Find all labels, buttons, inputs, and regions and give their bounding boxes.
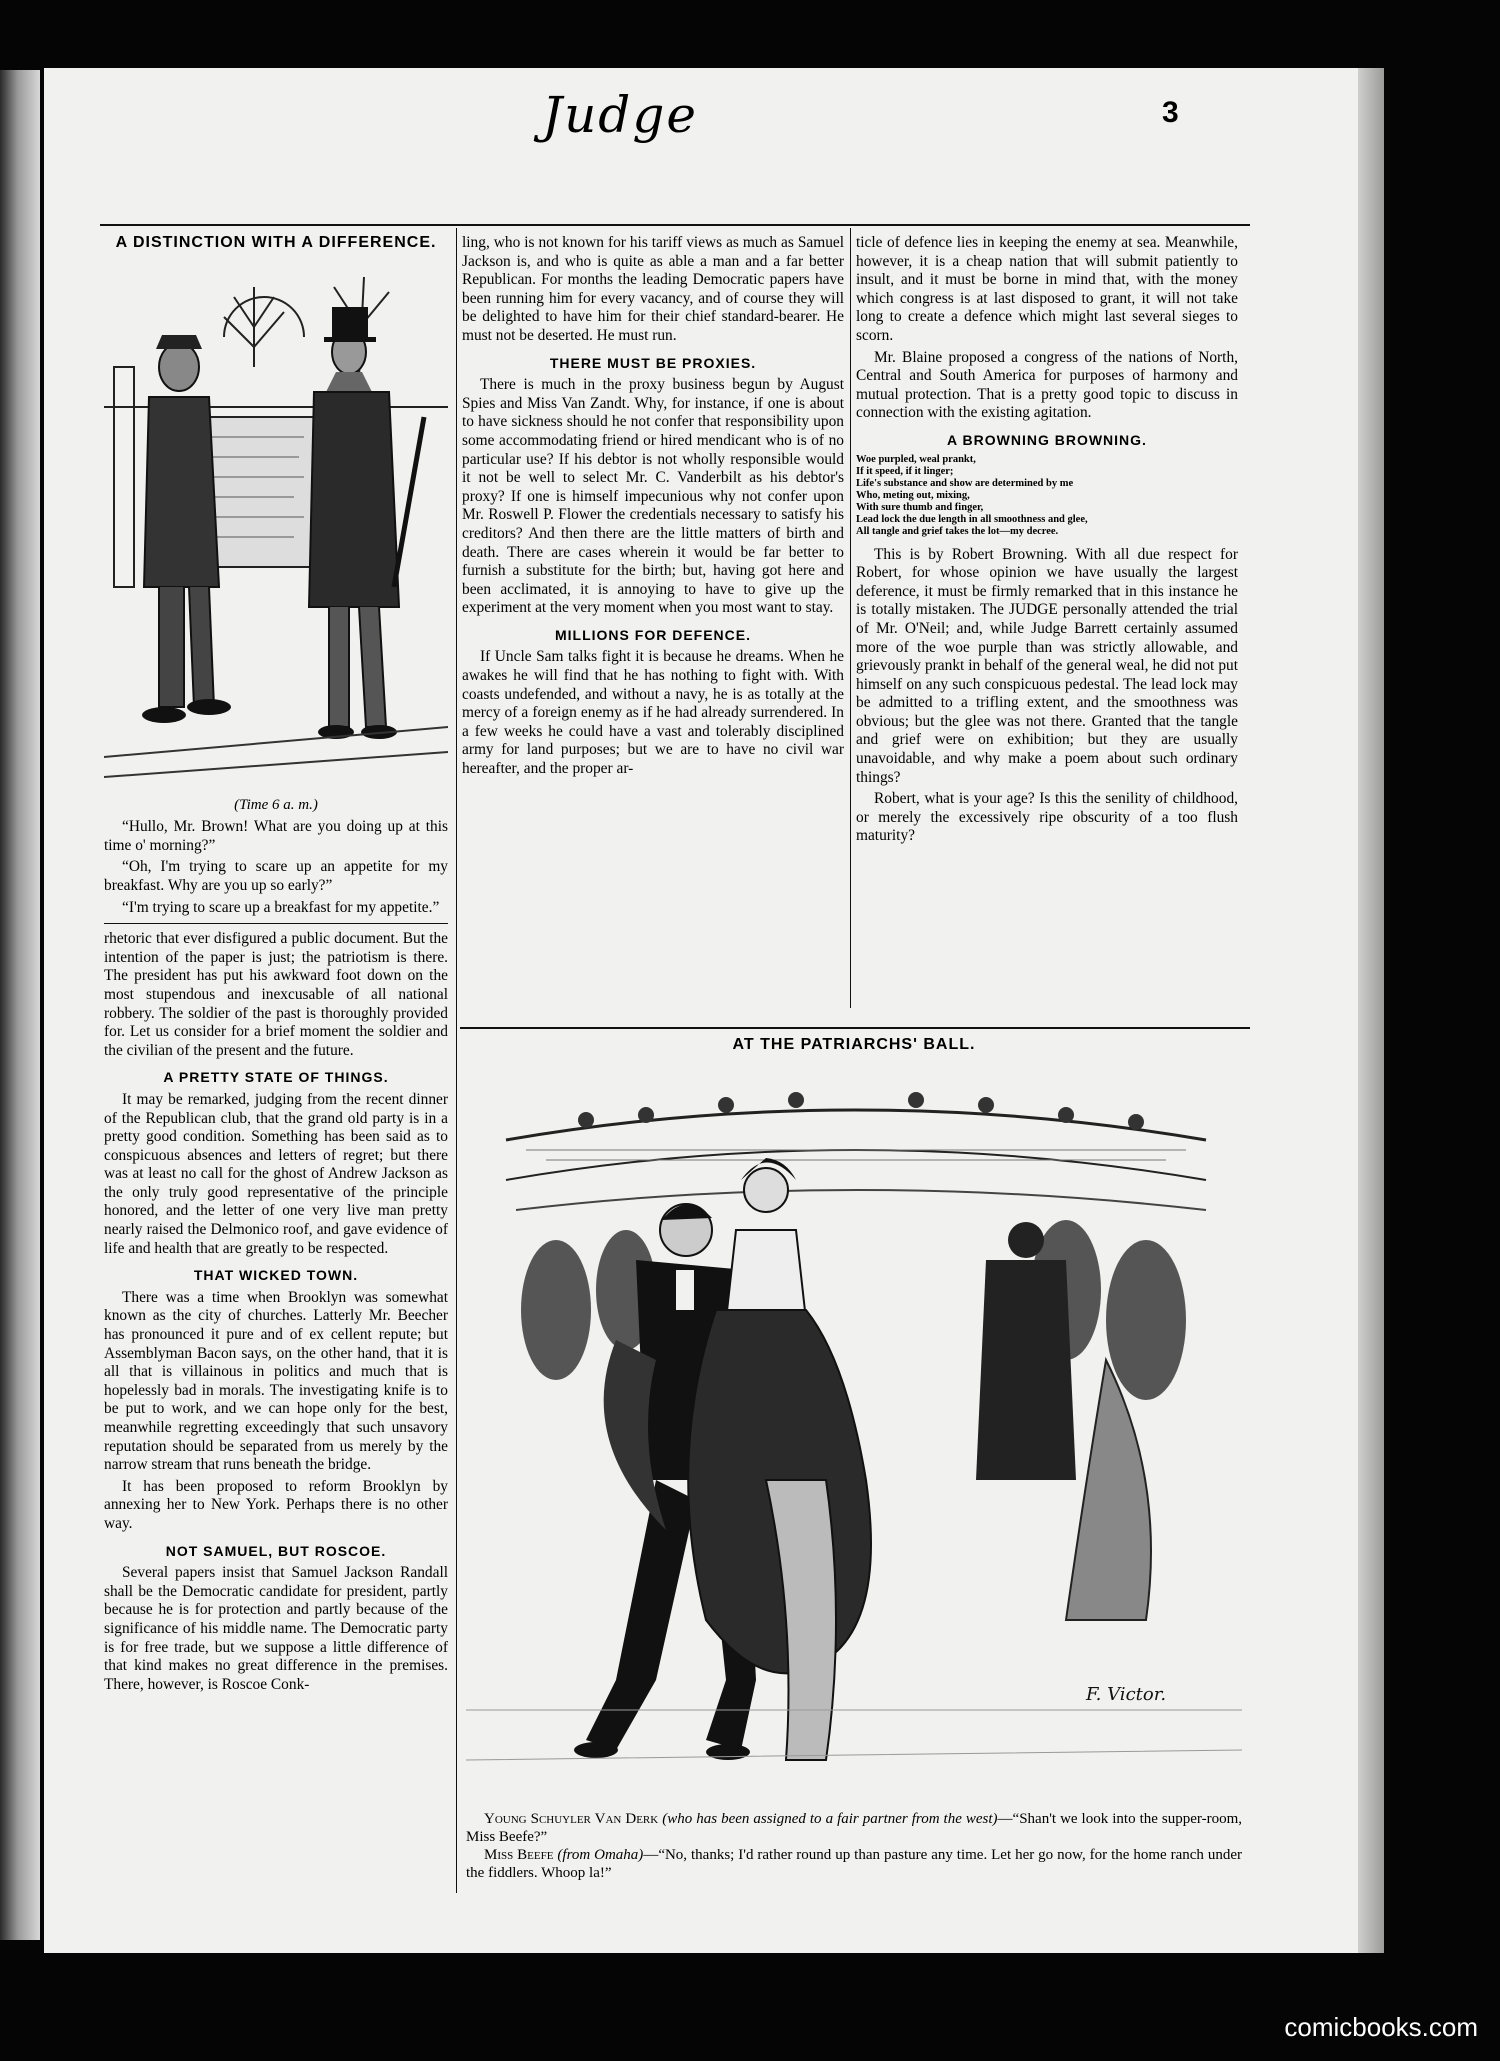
poem-line: All tangle and grief takes the lot—my decree. — [856, 525, 1059, 537]
heading-millions: MILLIONS FOR DEFENCE. — [555, 626, 751, 643]
paragraph-browning-2: Robert, what is your age? Is this the senility of childhood, or merely the excessively ripe obscurity of a too flush maturity? — [856, 790, 1238, 845]
cartoon-time: (Time 6 a. m.) — [234, 796, 318, 813]
paragraph-wicked-town-1: There was a time when Brooklyn was somewhat known as the city of churches. Latterly Mr. Beecher has pronounced it pure and of ex cellent repute; but Assemblyman Bacon says, on the other hand, that it is all that is villainous in politics and much that is hopelessly bad in morals. The investigating knife is to be put to work, and we can hope only for the best, meanwhile regretting exceedingly that such unsavory reputation should be separated from us merely by the narrow stream that runs beneath the bridge. — [104, 1288, 448, 1474]
paragraph-pretty-state: It may be remarked, judging from the recent dinner of the Republican club, that the grand old party is in a pretty good condition. Something has been said as to conspicuous absences and letters of regret; but there was at least no call for the ghost of Andrew Jackson as the only truly good representative of the principle honored, and the letter of one very live man pretty nearly raised the Delmonico roof, and gave evidence of life and health that are greatly to be respected. — [104, 1090, 448, 1257]
paragraph-wicked-town-2: It has been proposed to reform Brooklyn by annexing her to New York. Perhaps there is no other way. — [104, 1477, 448, 1532]
poem-line: If it speed, if it linger; — [856, 465, 954, 477]
ball-title: AT THE PATRIARCHS' BALL. — [732, 1036, 976, 1053]
paragraph-blaine: Mr. Blaine proposed a congress of the nations of North, Central and South America for purposes of harmony and mutual protection. That is a pretty good topic to discuss in connection with the existing agitation. — [856, 348, 1238, 422]
cartoon-caption-line-3: “I'm trying to scare up a breakfast for my appetite.” — [122, 898, 440, 916]
column-2-continued-paragraph: ling, who is not known for his tariff views as much as Samuel Jackson is, and who is quite as able a man and a far better Republican. For months the leading Democratic papers have been running him for every vacancy, and of course they will be delighted to have him for their chief standard-bearer. He must not be deserted. He must run. — [462, 234, 844, 344]
poem-line: With sure thumb and finger, — [856, 501, 984, 513]
column-rule-1 — [456, 228, 457, 1893]
browning-poem — [856, 454, 1238, 538]
illustration-signature: F. Victor. — [1086, 1684, 1167, 1705]
ball-illustration-block — [466, 1036, 1242, 1882]
heading-proxies: THERE MUST BE PROXIES. — [549, 354, 757, 371]
poem-line: Woe purpled, weal prankt, — [856, 453, 976, 465]
caption-speech-1: —“Shan't we look into the supper-room, Miss Beefe?” — [466, 1811, 1242, 1845]
heading-wicked-town: THAT WICKED TOWN. — [193, 1267, 359, 1284]
column-2 — [462, 234, 844, 782]
header-rule — [100, 224, 1250, 226]
cartoon-illustration — [104, 257, 448, 792]
illustration-rule — [460, 1027, 1250, 1029]
column-rule-2 — [850, 228, 851, 1008]
poem-line: Who, meting out, mixing, — [856, 489, 970, 501]
ball-caption-line-1 — [466, 1810, 1242, 1846]
column-3-continued-paragraph: ticle of defence lies in keeping the enemy at sea. Meanwhile, however, it is a cheap nation that will submit patiently to insult, and it must be borne in mind that, with the money which congress is at last disposed to grant, it will not take long to create a defence which might last several sieges to scorn. — [856, 234, 1238, 344]
column-1 — [104, 234, 448, 1697]
adjacent-page-edge — [0, 70, 40, 1940]
page-edge-shadow — [1358, 68, 1384, 1953]
cartoon-caption-line-2: “Oh, I'm trying to scare up an appetite for my breakfast. Why are you up so early?” — [104, 858, 448, 894]
ball-caption-line-2 — [466, 1846, 1242, 1882]
heading-not-samuel: NOT SAMUEL, BUT ROSCOE. — [165, 1542, 387, 1559]
cartoon-title: A DISTINCTION WITH A DIFFERENCE. — [115, 234, 437, 251]
cartoon-caption-line-1: “Hullo, Mr. Brown! What are you doing up at this time o' morning?” — [104, 818, 448, 854]
column-3 — [856, 234, 1238, 849]
poem-line: Lead lock the due length in all smoothness and glee, — [856, 513, 1088, 525]
caption-aside-2: (from Omaha) — [557, 1847, 644, 1863]
poem-line: Life's substance and show are determined by me — [856, 477, 1074, 489]
column-1-continued-paragraph: rhetoric that ever disfigured a public document. But the intention of the paper is just; the patriotism is there. The president has put his awkward foot down on the most stupendous and inexcusable of all national robbery. The soldier of the past is thoroughly provided for. Let us consider for a brief moment the soldier and the civilian of the present and the future. — [104, 930, 448, 1059]
site-watermark: comicbooks.com — [1284, 2012, 1478, 2042]
caption-aside-1: (who has been assigned to a fair partner from the west) — [662, 1811, 998, 1827]
ball-caption — [466, 1810, 1242, 1882]
paragraph-proxies: There is much in the proxy business begun by August Spies and Miss Van Zandt. Why, for instance, if one is about to have sickness should he not confer that responsibility upon some accommodating friend or hired mendicant who is of no particular use? If his debtor is not wholly responsible would it not be well to select Mr. C. Vanderbilt as his debtor's proxy? If one is himself impecunious why not confer upon Mr. Roswell P. Flower the credentials necessary to satisfy his creditors? And then there are the little matters of birth and death. There are cases wherein it would be far better to furnish a substitute for the birth; but, having got here and been acclimated, it is annoying to have to give up the experiment at the very moment when you most want to stay. — [462, 376, 844, 617]
masthead-title: Judge — [542, 86, 698, 144]
paragraph-not-samuel: Several papers insist that Samuel Jackson Randall shall be the Democratic candidate for president, partly because he is for protection and partly because of the significance of his middle name. The Democratic party is for free trade, but we suppose a little difference of that kind makes no great difference in the premises. There, however, is Roscoe Conk- — [104, 1564, 448, 1693]
page-number: 3 — [1162, 96, 1179, 129]
caption-speech-2: —“No, thanks; I'd rather round up than pasture any time. Let her go now, for the home ranch under the fiddlers. Whoop la!” — [466, 1847, 1243, 1881]
paragraph-millions: If Uncle Sam talks fight it is because he dreams. When he awakes he will find that he has nothing to fight with. With coasts undefended, and without a navy, he is as totally at the mercy of a foreign enemy as if he had already surrendered. In a few weeks he could have a vast and tolerably disciplined army for land purposes; but we are to have no civil war hereafter, and the proper ar- — [462, 648, 844, 778]
heading-browning: A BROWNING BROWNING. — [947, 431, 1147, 448]
paragraph-browning-1: This is by Robert Browning. With all due respect for Robert, for whose opinion we have usually the largest deference, it must be firmly remarked that in this instance he is totally mistaken. The JUDGE personally attended the trial of Mr. O'Neil; and, while Judge Barrett certainly assumed more of the woe purple than was strictly allowable, and grievously prankt in behalf of the general weal, he did not put himself on any such conspicuous pedestal. The lead lock may be admitted to a trifling extent, and the smoothness was obvious; but the glee was not there. Granted that the tangle and grief were on exhibition; but they are usually unavoidable, and why make a poem about such ordinary things? — [856, 545, 1238, 786]
caption-speaker-1: Young Schuyler Van Derk — [484, 1811, 659, 1827]
ball-illustration — [466, 1060, 1242, 1810]
caption-speaker-2: Miss Beefe — [484, 1847, 554, 1863]
cartoon-rule — [104, 923, 448, 924]
heading-pretty-state: A PRETTY STATE OF THINGS. — [163, 1069, 389, 1086]
